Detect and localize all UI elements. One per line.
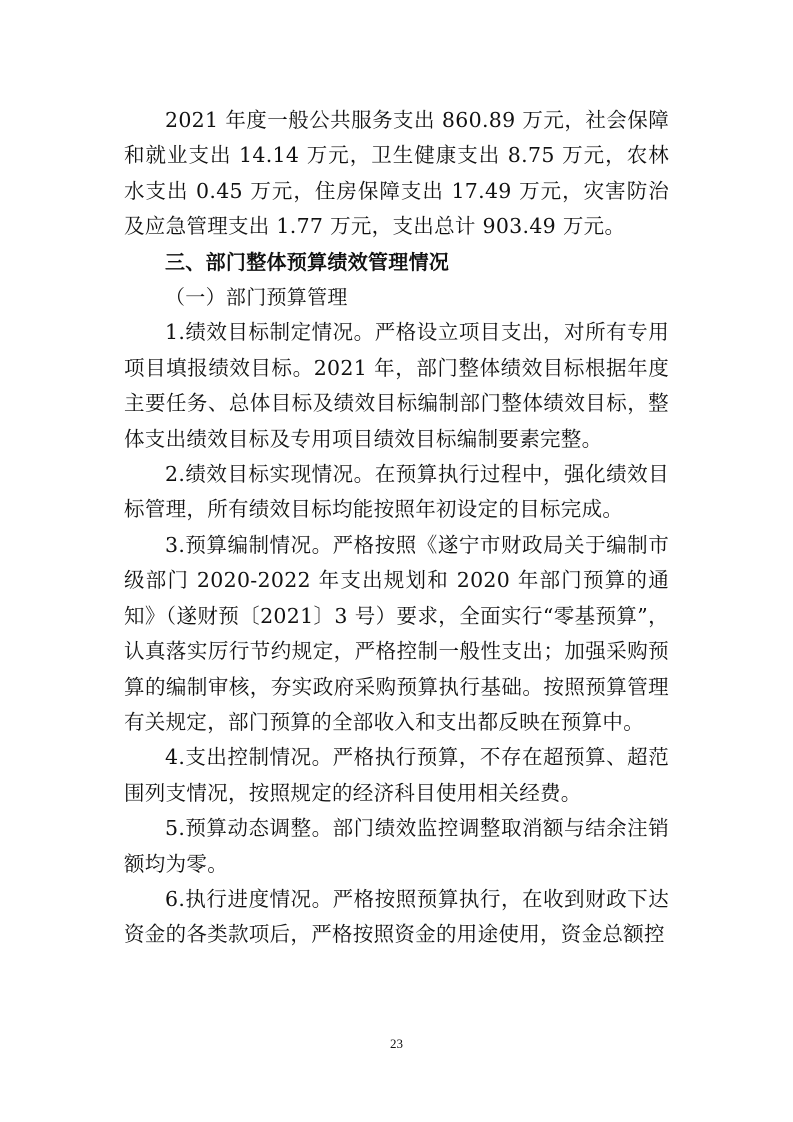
paragraph-goal-setting: 1.绩效目标制定情况。严格设立项目支出，对所有专用项目填报绩效目标。2021 年，部门整体绩效目标根据年度主要任务、总体目标及绩效目标编制部门整体绩效目标，整体支出绩效目标及专用项目绩效目标编制要素完整。 [124, 320, 669, 451]
section-heading: 三、部门整体预算绩效管理情况 [165, 249, 450, 274]
page-number: 23 [390, 1036, 403, 1051]
document-body [124, 103, 669, 953]
paragraph-budget-adjustment: 5.预算动态调整。部门绩效监控调整取消额与结余注销额均为零。 [124, 816, 669, 876]
paragraph-execution-progress: 6.执行进度情况。严格按照预算执行，在收到财政下达资金的各类款项后，严格按照资金的用途使用，资金总额控 [124, 886, 669, 947]
subsection-heading: （一）部门预算管理 [165, 285, 348, 310]
paragraph-expenditure-summary: 2021 年度一般公共服务支出 860.89 万元，社会保障和就业支出 14.14 万元，卫生健康支出 8.75 万元，农林水支出 0.45 万元，住房保障支出 17.49 万元，灾害防治及应急管理支出 1.77 万元，支出总计 903.49 万元。 [124, 108, 669, 239]
paragraph-budget-preparation: 3.预算编制情况。严格按照《遂宁市财政局关于编制市级部门 2020-2022 年支出规划和 2020 年部门预算的通知》（遂财预〔2021〕3 号）要求，全面实行“零基预算”，认真落实厉行节约规定，严格控制一般性支出；加强采购预算的编制审核，夯实政府采购预算执行基础。按照预算管理有关规定，部门预算的全部收入和支出都反映在预算中。 [124, 532, 669, 734]
paragraph-expenditure-control: 4.支出控制情况。严格执行预算，不存在超预算、超范围列支情况，按照规定的经济科目使用相关经费。 [124, 745, 669, 805]
paragraph-goal-achievement: 2.绩效目标实现情况。在预算执行过程中，强化绩效目标管理，所有绩效目标均能按照年初设定的目标完成。 [124, 462, 669, 522]
